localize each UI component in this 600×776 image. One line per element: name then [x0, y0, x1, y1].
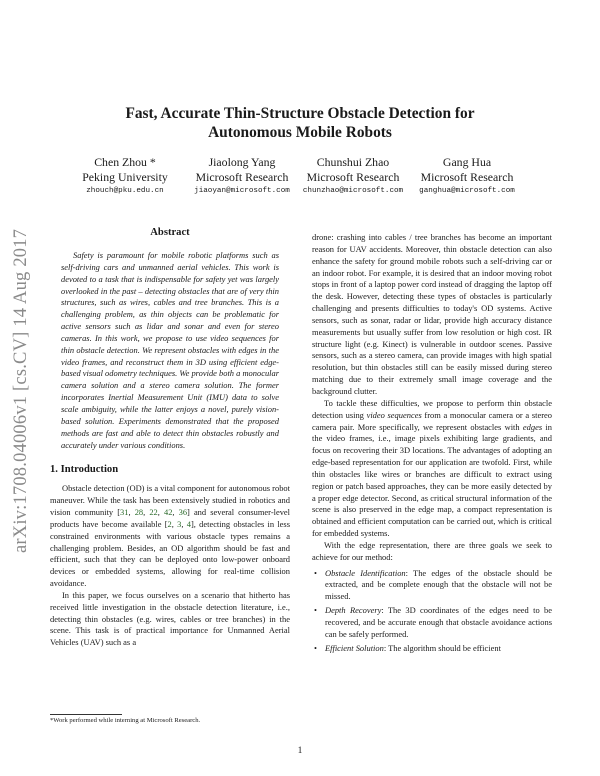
right-column: [312, 232, 552, 657]
goal-item: [312, 643, 552, 655]
intro-text: ], detecting obstacles in less constrained environments with various obstacle types remains a challenging problem. Besides, an OD algorithm should be fast and efficient, such that they can be deployed onto low-power onboard devices or embedded systems, allowing for real-time collision avoidance.: [50, 518, 290, 589]
citation-link[interactable]: 4: [186, 518, 191, 529]
citation-link[interactable]: 22: [149, 507, 158, 518]
goal-text: : The edges of the obstacle should be extracted, and be complete enough that the obstacle will not be missed.: [325, 567, 553, 602]
footnote-rule: [50, 714, 122, 715]
citation-link[interactable]: 28: [134, 507, 144, 518]
author-affiliation: Microsoft Research: [306, 169, 400, 184]
separator: ,: [143, 507, 150, 518]
separator: ,: [157, 507, 164, 518]
author-affiliation: Peking University: [82, 169, 168, 184]
emphasis-text: edges: [522, 421, 543, 432]
citation-link[interactable]: 42: [163, 507, 173, 518]
author-email: jiaoyan@microsoft.com: [194, 187, 290, 195]
author-affiliation: Microsoft Research: [195, 169, 289, 184]
goal-text: : The algorithm should be efficient: [383, 642, 501, 653]
separator: ,: [172, 507, 179, 518]
bullet-icon: •: [314, 605, 317, 616]
author-email: chunzhao@microsoft.com: [302, 187, 404, 195]
paper-title: [80, 104, 520, 142]
abstract-heading: Abstract: [150, 227, 190, 238]
body-text: from a monocular camera or a stereo camera pair. More specifically, we represent obstacles with: [312, 409, 552, 432]
author-4: [402, 155, 532, 198]
author-email: ganghua@microsoft.com: [419, 187, 515, 195]
intro-paragraph-2: In this paper, we focus ourselves on a scenario that hitherto has received little investigation in the obstacle detection literature, i.e., detecting thin obstacles (e.g. wires, cables or tree branches) in the scene. This task is of practical importance for Unmanned Aerial Vehicles (UAV) such as a: [50, 589, 290, 648]
citation-link[interactable]: 2: [167, 518, 172, 529]
goal-text: : The 3D coordinates of the edges need to be recovered, and be accurate enough that obstacle avoidance actions can be safely performed.: [325, 605, 552, 639]
citation-link[interactable]: 36: [178, 507, 188, 518]
separator: ,: [171, 518, 178, 529]
goal-item: [312, 605, 552, 641]
title-line-2: Autonomous Mobile Robots: [208, 124, 392, 141]
body-text: in the video frames, i.e., image pixels exhibiting large gradients, and focus on recovering their 3D locations. The advantages of adopting an edge-based representation for our application are twofold. First, while thin obstacles like wires or branches are difficult to extract using region or patch based approaches, they can be more easily detected by a proper edge detector. Second, as critical structural information of the scene is also preserved in the edge map, a compact representation is obtained and efficient computation can be carried out, which is critical for embedded systems.: [312, 421, 552, 539]
author-name: Chen Zhou *: [94, 155, 156, 169]
author-3: [288, 155, 418, 198]
footnote: *Work performed while interning at Microsoft Research.: [50, 717, 201, 724]
author-affiliation: Microsoft Research: [420, 169, 514, 184]
author-name: Gang Hua: [442, 155, 492, 169]
bullet-icon: •: [314, 567, 317, 578]
arxiv-stamp: arXiv:1708.04006v1 [cs.CV] 14 Aug 2017: [11, 228, 31, 554]
title-line-1: Fast, Accurate Thin-Structure Obstacle Detection for: [125, 105, 475, 122]
goal-label: Efficient Solution: [325, 642, 384, 653]
author-email: zhouch@pku.edu.cn: [86, 187, 164, 195]
goal-label: Obstacle Identification: [325, 567, 406, 578]
goal-item: [312, 568, 552, 604]
section-heading-introduction: 1. Introduction: [50, 464, 119, 476]
right-paragraph-2: [312, 398, 552, 540]
author-name: Chunshui Zhao: [316, 155, 390, 169]
intro-paragraph-1: [50, 483, 290, 590]
separator: ,: [181, 518, 187, 529]
emphasis-text: video sequences: [366, 409, 422, 420]
bullet-icon: •: [314, 642, 317, 653]
page-number: 1: [297, 746, 303, 756]
citation-link[interactable]: 3: [177, 518, 182, 529]
right-paragraph-1: drone: crashing into cables / tree branches has become an important reason for UAV accidents. Moreover, thin obstacle detection can also enhance the safety for ground mobile robots such a self-driving car or an indoor robot. For example, it is desired that an indoor moving robot stops in front of a laptop power cord instead of dragging the laptop off the desk. However, detecting these types of obstacles is particularly challenging and presents difficulties to today's OD systems. Active sensors, such as sonar, radar or lidar, provide high accuracy distance measurements but usually suffer from low resolution or high cost. IR structure light (e.g. Kinect) is vulnerable in outdoor scenes. Passive sensors, such as a stereo camera, can provide images with high spatial resolution, but thin obstacles still can be easily missed during stereo matching due to their extremely small image coverage and the background clutter.: [312, 232, 552, 396]
intro-text: Obstacle detection (OD) is a vital component for autonomous robot maneuver. While the task has been extensively studied in robotics and vision community [: [50, 483, 290, 518]
right-paragraph-3: With the edge representation, there are three goals we seek to achieve for our method:: [312, 539, 552, 562]
separator: ,: [128, 507, 135, 518]
goal-label: Depth Recovery: [325, 605, 382, 616]
left-column: [50, 226, 290, 649]
abstract-text: Safety is paramount for mobile robotic platforms such as self-driving cars and unmanned aerial vehicles. This work is devoted to a task that is indispensable for safety yet was largely overlooked in the past – detecting obstacles that are of very thin structures, such as wires, cables and tree branches. This is a challenging problem, as thin objects can be problematic for active sensors such as lidar and sonar and even for stereo cameras. In this work, we propose to use video sequences for thin obstacle detection. We represent obstacles with edges in the video frames, and reconstruct them in 3D using efficient edge-based visual odometry techniques. We provide both a monocular camera solution and a stereo camera solution. The former incorporates Inertial Measurement Unit (IMU) data to solve scale ambiguity, while the latter enjoys a novel, purely vision-based solution. Experiments demonstrated that the proposed methods are fast and able to detect thin obstacles robustly and accurately under various conditions.: [61, 250, 280, 450]
author-block: [60, 155, 540, 211]
author-1: [60, 155, 190, 198]
intro-text: ] and several consumer-level products have become available [: [50, 507, 291, 529]
body-text: To tackle these difficulties, we propose to perform thin obstacle detection using: [312, 397, 552, 420]
goals-list: [312, 568, 552, 655]
citation-link[interactable]: 31: [120, 507, 129, 518]
author-name: Jiaolong Yang: [208, 155, 276, 169]
